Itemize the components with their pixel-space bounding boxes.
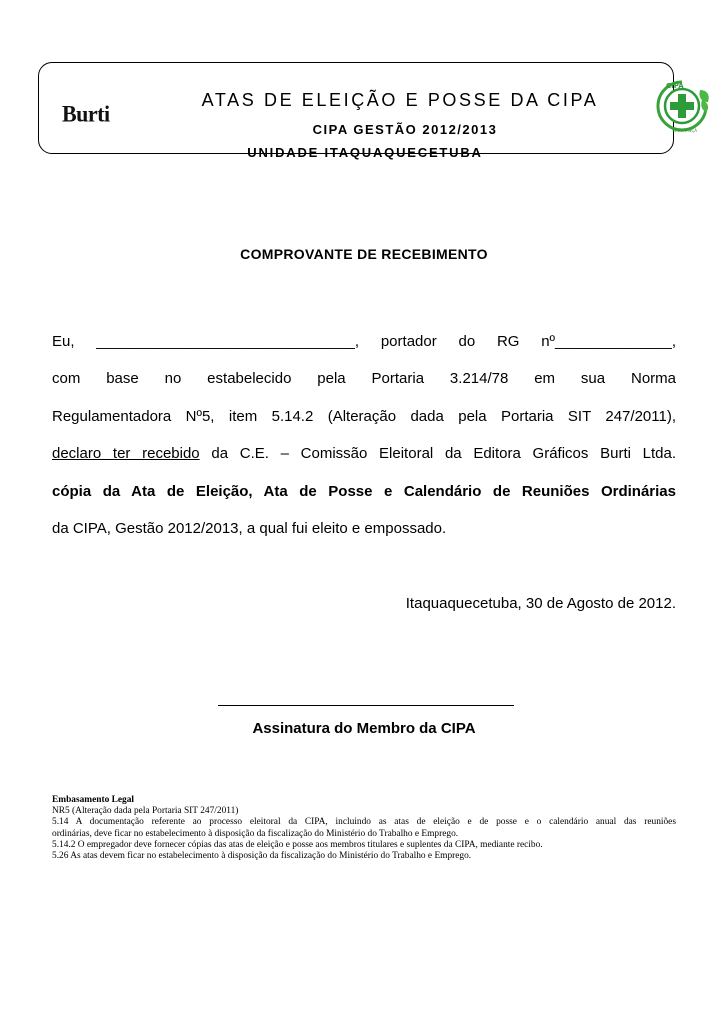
legal-line-5: 5.26 As atas devem ficar no estabelecimento à disposição da fiscalização do Ministério do Trabalho e Emprego. <box>52 851 472 862</box>
declaration-line-6: da CIPA, Gestão 2012/2013, a qual fui eleito e empossado. <box>52 520 447 538</box>
cipa-logo-subtext: SEGURANÇA <box>672 128 697 133</box>
signature-label: Assinatura do Membro da CIPA <box>252 720 476 737</box>
declaration-line-5: cópia da Ata de Eleição, Ata de Posse e Calendário de Reuniões Ordinárias <box>52 482 676 500</box>
declaration-paragraph <box>52 323 676 547</box>
place-date: Itaquaquecetuba, 30 de Agosto de 2012. <box>405 595 676 612</box>
header-subtitle: CIPA GESTÃO 2012/2013 <box>312 122 498 137</box>
legal-line-3: ordinárias, deve ficar no estabelecimento à disposição da fiscalização do Ministério do Trabalho e Emprego. <box>52 828 459 839</box>
cipa-logo <box>652 76 712 136</box>
header-title: ATAS DE ELEIÇÃO E POSSE DA CIPA <box>201 90 599 110</box>
legal-basis <box>52 795 676 862</box>
burti-logo: Burti <box>62 100 110 127</box>
legal-line-4: 5.14.2 O empregador deve fornecer cópias das atas de eleição e posse aos membros titulares e suplentes da CIPA, mediante recibo. <box>52 839 543 850</box>
declaration-line-3: Regulamentadora Nº5, item 5.14.2 (Alteração dada pela Portaria SIT 247/2011), <box>52 407 676 425</box>
declaration-line-2: com base no estabelecido pela Portaria 3.214/78 em sua Norma <box>52 370 676 388</box>
declaration-line-4-rest: da C.E. – Comissão Eleitoral da Editora Gráficos Burti Ltda. <box>199 445 677 463</box>
legal-heading: Embasamento Legal <box>52 795 135 805</box>
declaration-line-4 <box>52 435 676 472</box>
legal-line-1: NR5 (Alteração dada pela Portaria SIT 247/2011) <box>52 806 239 817</box>
declaration-underlined-text: declaro ter recebido <box>52 445 200 463</box>
declaration-line-1: Eu, _______________________________, portador do RG nº______________, <box>52 333 676 350</box>
header-unit: UNIDADE ITAQUAQUECETUBA <box>247 145 483 160</box>
cipa-logo-text: CIPA <box>666 82 684 90</box>
signature-line <box>218 705 514 706</box>
document-title: COMPROVANTE DE RECEBIMENTO <box>240 246 488 262</box>
legal-line-2: 5.14 A documentação referente ao processo eleitoral da CIPA, incluindo as atas de eleição e de posse e o calendário anual das reuniões <box>52 817 676 828</box>
